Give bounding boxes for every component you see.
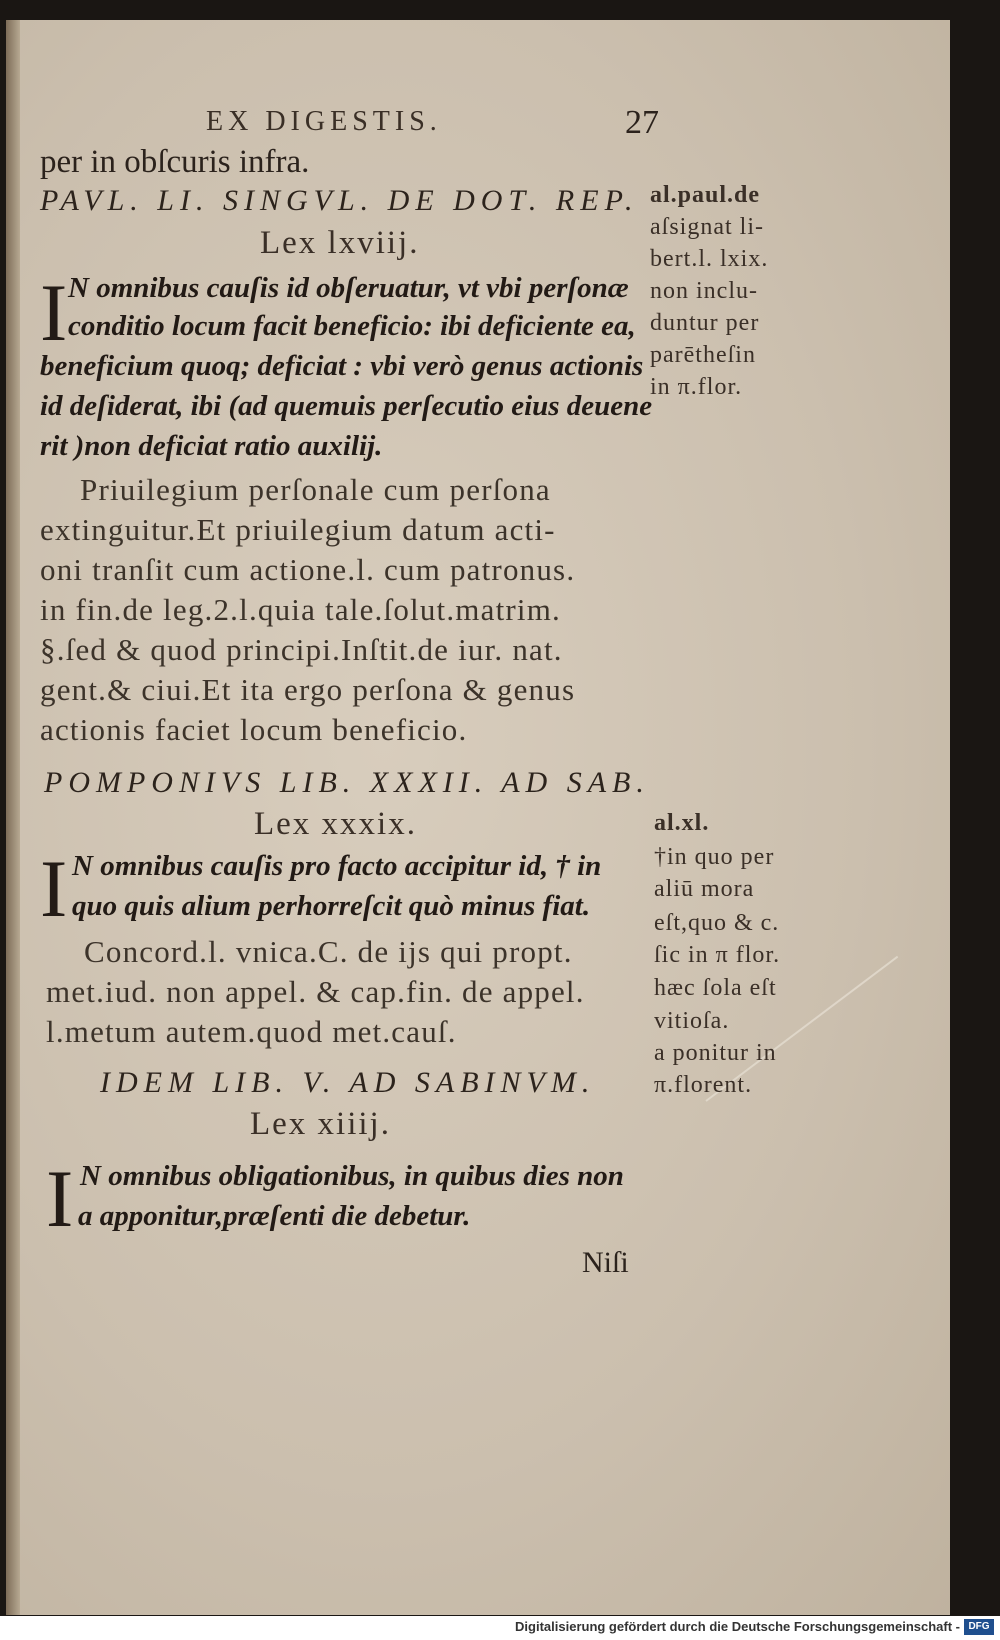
margin-note: a ponitur in bbox=[654, 1040, 777, 1066]
italic-line: conditio locum facit beneficio: ibi deficiente ea, bbox=[68, 310, 636, 342]
italic-line: N omnibus obligationibus, in quibus dies non bbox=[80, 1160, 624, 1192]
italic-line: beneficium quoq; deficiat : vbi verò genus actionis bbox=[40, 350, 644, 382]
book-page bbox=[6, 20, 950, 1615]
running-title: EX DIGESTIS. bbox=[206, 106, 442, 137]
commentary-line: l.metum autem.quod met.cauſ. bbox=[46, 1014, 457, 1049]
lex-heading-1: Lex lxviij. bbox=[260, 225, 420, 261]
margin-note: non inclu- bbox=[650, 278, 758, 304]
commentary-line: met.iud. non appel. & cap.fin. de appel. bbox=[46, 974, 585, 1009]
italic-line: id deſiderat, ibi (ad quemuis perſecutio eius deuene bbox=[40, 390, 653, 422]
drop-initial-1: I bbox=[40, 267, 68, 358]
drop-initial-2: I bbox=[40, 843, 68, 934]
commentary-line: Priuilegium perſonale cum perſona bbox=[80, 472, 551, 507]
catchword: Niſi bbox=[582, 1246, 629, 1279]
footer-bar bbox=[0, 1616, 1000, 1640]
italic-line: a apponitur,præſenti die debetur. bbox=[78, 1200, 471, 1232]
commentary-line: extinguitur.Et priuilegium datum acti- bbox=[40, 512, 556, 547]
margin-note: ſic in π flor. bbox=[654, 942, 781, 968]
margin-note: in π.flor. bbox=[650, 374, 743, 400]
section-title-3: IDEM LIB. V. AD SABINVM. bbox=[100, 1066, 596, 1099]
margin-note: hæc ſola eſt bbox=[654, 975, 777, 1001]
italic-line: N omnibus cauſis id obſeruatur, vt vbi perſonæ bbox=[68, 272, 629, 304]
commentary-line: gent.& ciui.Et ita ergo perſona & genus bbox=[40, 672, 576, 707]
lex-heading-2: Lex xxxix. bbox=[254, 806, 417, 842]
commentary-line: Concord.l. vnica.C. de ijs qui propt. bbox=[84, 934, 573, 969]
margin-note: bert.l. lxix. bbox=[650, 246, 769, 272]
italic-line: N omnibus cauſis pro facto accipitur id, † in bbox=[72, 850, 602, 882]
page-binding-edge bbox=[6, 20, 20, 1615]
intro-line: per in obſcuris infra. bbox=[40, 144, 310, 180]
margin-note: aſsignat li- bbox=[650, 214, 764, 240]
page-number: 27 bbox=[625, 104, 659, 141]
commentary-line: actionis faciet locum beneficio. bbox=[40, 712, 468, 747]
section-title-1: PAVL. LI. SINGVL. DE DOT. REP. bbox=[40, 184, 639, 217]
margin-note: π.florent. bbox=[654, 1072, 753, 1098]
drop-initial-3: I bbox=[46, 1153, 74, 1244]
margin-note: al.paul.de bbox=[650, 182, 761, 208]
margin-note: vitioſa. bbox=[654, 1008, 730, 1034]
margin-note: parētheſin bbox=[650, 342, 756, 368]
footer-credit: Digitalisierung gefördert durch die Deutsche Forschungsgemeinschaft - bbox=[515, 1619, 960, 1634]
italic-line: quo quis alium perhorreſcit quò minus fiat. bbox=[72, 890, 591, 922]
commentary-line: oni tranſit cum actione.l. cum patronus. bbox=[40, 552, 576, 587]
lex-heading-3: Lex xiiij. bbox=[250, 1106, 391, 1142]
italic-line: rit )non deficiat ratio auxilij. bbox=[40, 430, 383, 462]
dfg-logo: DFG bbox=[964, 1619, 994, 1635]
margin-note: duntur per bbox=[650, 310, 760, 336]
commentary-line: in fin.de leg.2.l.quia tale.ſolut.matrim. bbox=[40, 592, 561, 627]
margin-note: eſt,quo & c. bbox=[654, 910, 780, 936]
margin-note: al.xl. bbox=[654, 810, 710, 836]
section-title-2: POMPONIVS LIB. XXXII. AD SAB. bbox=[44, 766, 650, 799]
margin-note: †in quo per bbox=[654, 844, 775, 870]
margin-note: aliū mora bbox=[654, 876, 755, 902]
commentary-line: §.ſed & quod principi.Inſtit.de iur. nat. bbox=[40, 632, 563, 667]
